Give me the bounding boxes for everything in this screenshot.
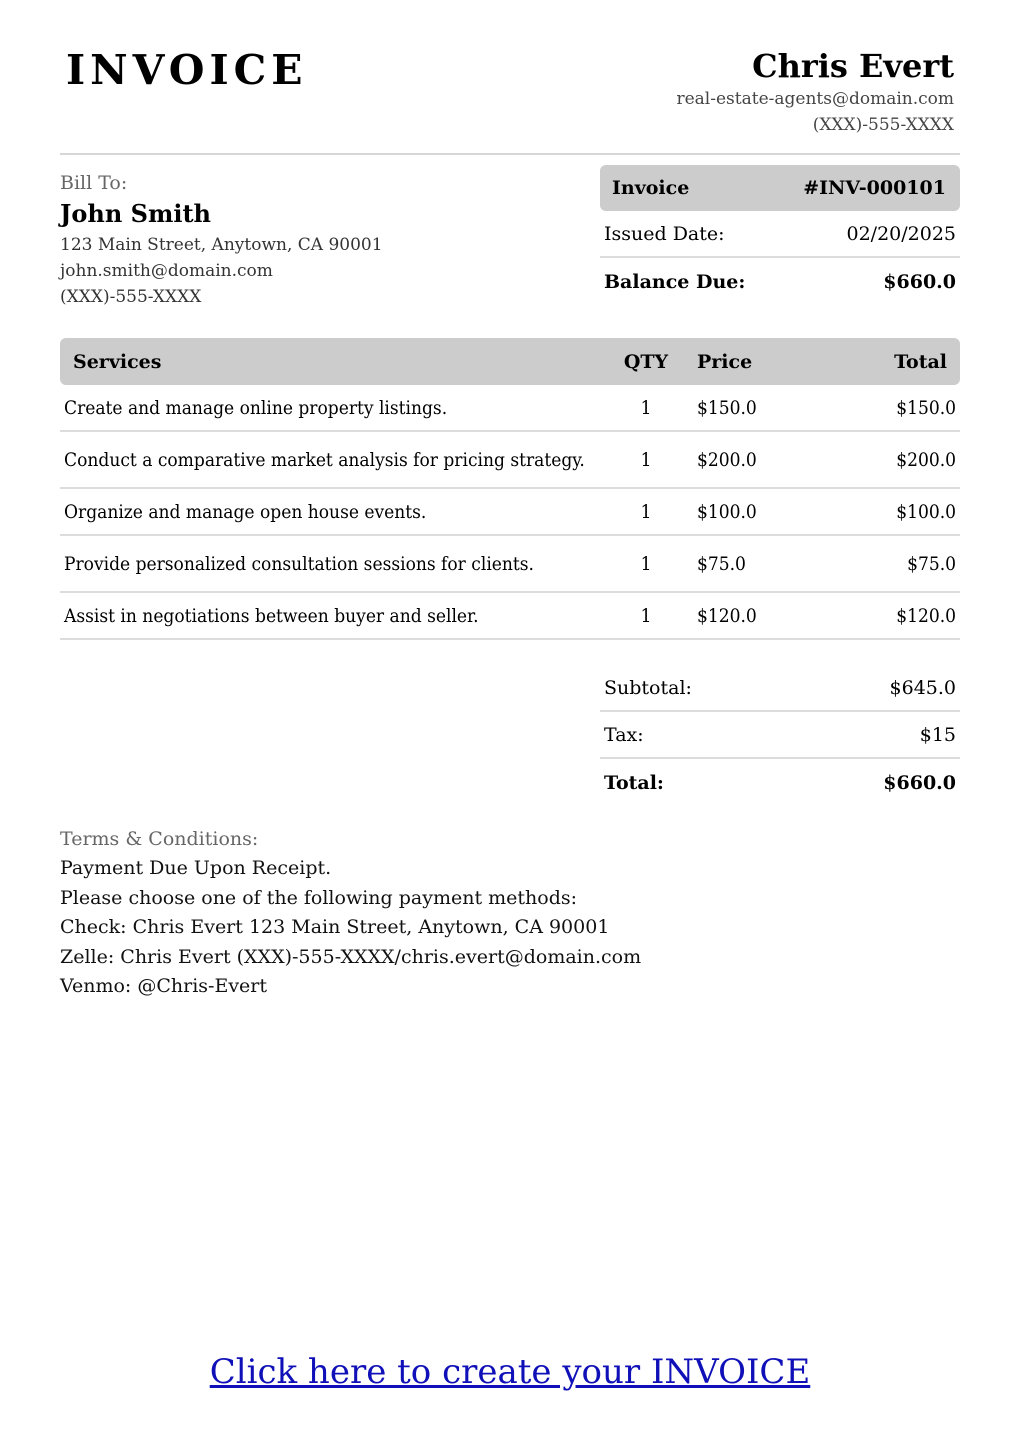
cta-container	[0, 1352, 1020, 1392]
balance-due-label: Balance Due:	[604, 270, 746, 293]
terms-line: Check: Chris Evert 123 Main Street, Anytown, CA 90001	[60, 916, 610, 938]
balance-due-row	[600, 258, 960, 305]
services-table	[60, 338, 960, 640]
service-cell: Organize and manage open house events.	[64, 500, 427, 523]
qty-cell: 1	[640, 500, 652, 523]
terms-line: Payment Due Upon Receipt.	[60, 857, 332, 879]
qty-cell: 1	[640, 604, 652, 627]
terms-label: Terms & Conditions:	[60, 828, 259, 850]
invoice-meta	[600, 165, 960, 305]
terms-line: Venmo: @Chris-Evert	[60, 975, 268, 997]
invoice-number: #INV-000101	[803, 177, 946, 199]
table-row	[60, 593, 960, 640]
qty-cell: 1	[640, 396, 652, 419]
invoice-title: INVOICE	[66, 46, 308, 94]
col-header-services: Services	[73, 350, 162, 373]
terms-section	[60, 825, 641, 1002]
total-cell: $150.0	[896, 396, 956, 419]
seller-name: Chris Evert	[752, 47, 954, 85]
service-cell: Create and manage online property listings.	[64, 396, 448, 419]
create-invoice-link[interactable]: Click here to create your INVOICE	[209, 1352, 811, 1392]
balance-due-value: $660.0	[883, 270, 956, 293]
seller-info	[676, 46, 954, 138]
tax-row	[600, 712, 960, 759]
table-row	[60, 385, 960, 432]
service-cell: Assist in negotiations between buyer and seller.	[64, 604, 479, 627]
client-address: 123 Main Street, Anytown, CA 90001	[60, 235, 383, 255]
col-header-total: Total	[894, 350, 947, 373]
bill-to-section	[60, 170, 383, 310]
seller-phone: (XXX)-555-XXXX	[812, 115, 954, 135]
issued-date-row	[600, 211, 960, 258]
col-header-price: Price	[697, 350, 753, 373]
service-cell: Conduct a comparative market analysis for pricing strategy.	[64, 448, 585, 471]
qty-cell: 1	[640, 448, 652, 471]
header-divider	[60, 153, 960, 155]
total-cell: $120.0	[896, 604, 956, 627]
table-row	[60, 536, 960, 593]
total-cell: $75.0	[907, 552, 956, 575]
total-value: $660.0	[883, 771, 956, 794]
total-label: Total:	[604, 771, 664, 794]
price-cell: $120.0	[697, 604, 757, 627]
terms-line: Please choose one of the following payment methods:	[60, 886, 578, 909]
price-cell: $150.0	[697, 396, 757, 419]
invoice-label: Invoice	[612, 177, 690, 199]
bill-to-label: Bill To:	[60, 172, 128, 194]
price-cell: $75.0	[697, 552, 746, 575]
invoice-number-header	[600, 165, 960, 211]
price-cell: $200.0	[697, 448, 757, 471]
client-email: john.smith@domain.com	[60, 261, 273, 281]
issued-date-value: 02/20/2025	[846, 222, 956, 245]
client-phone: (XXX)-555-XXXX	[60, 287, 202, 307]
col-header-qty: QTY	[623, 350, 669, 373]
subtotal-label: Subtotal:	[604, 676, 692, 699]
subtotal-value: $645.0	[889, 676, 956, 699]
client-name: John Smith	[60, 199, 211, 228]
total-cell: $200.0	[896, 448, 956, 471]
subtotal-row	[600, 665, 960, 712]
issued-date-label: Issued Date:	[604, 222, 725, 245]
price-cell: $100.0	[697, 500, 757, 523]
table-row	[60, 432, 960, 489]
seller-email: real-estate-agents@domain.com	[676, 89, 954, 109]
terms-line: Zelle: Chris Evert (XXX)-555-XXXX/chris.evert@domain.com	[60, 945, 642, 968]
table-header	[60, 338, 960, 385]
total-cell: $100.0	[896, 500, 956, 523]
table-row	[60, 489, 960, 536]
totals-summary	[600, 665, 960, 806]
tax-label: Tax:	[604, 723, 644, 746]
total-row	[600, 759, 960, 806]
qty-cell: 1	[640, 552, 652, 575]
tax-value: $15	[919, 723, 956, 746]
service-cell: Provide personalized consultation sessions for clients.	[64, 552, 534, 575]
